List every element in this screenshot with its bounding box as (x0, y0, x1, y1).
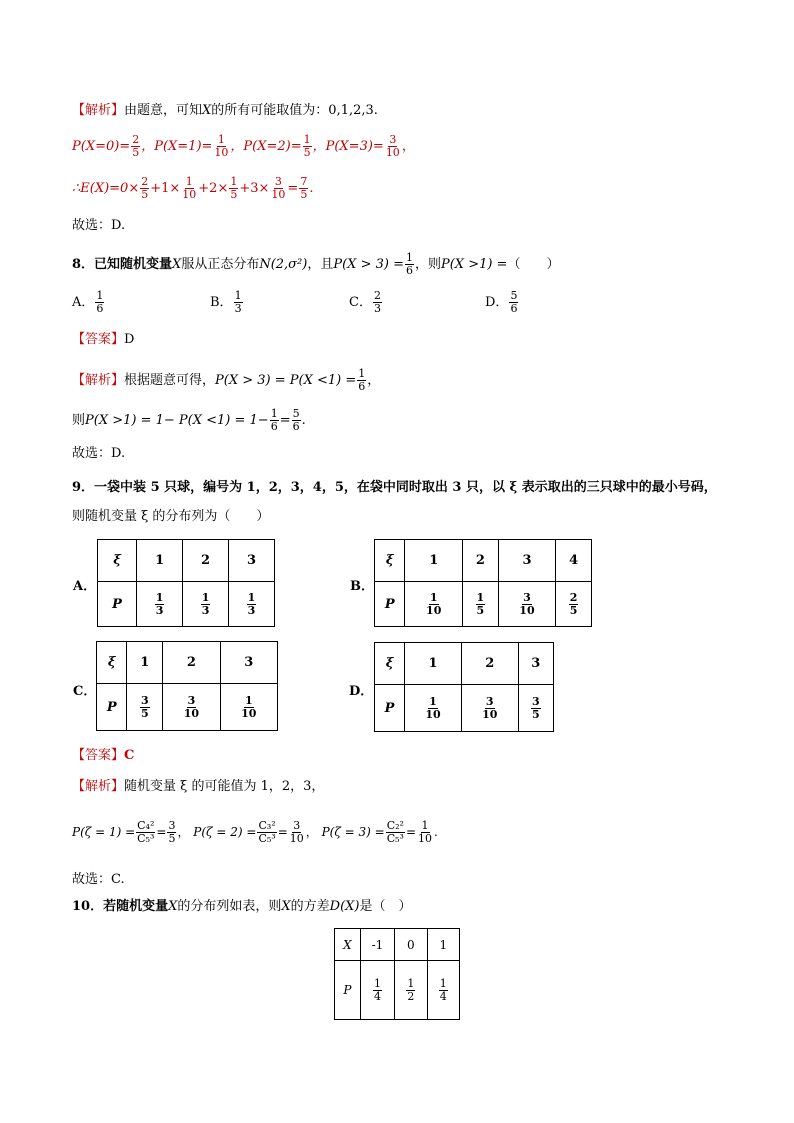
q7-probabilities: P(X=0)= $\frac{2}{5}$ ，P(X=1)= $\frac{1}{10}$ ，P(X=2)= $\frac{1}{5}$ ，P(X=3)= $\frac{3}{10}$ ， (72, 133, 415, 159)
q9-option-b-label: B． (350, 579, 374, 594)
q10-stem: 10．若随机变量X的分布列如表，则X的方差D(X)是（ ） (72, 899, 412, 914)
q9-table-b[interactable]: ξ 1 2 3 4 P $\frac{1}{10}$ $\frac{1}{5}$ $\frac{3}{10}$ $\frac{2}{5}$ (374, 539, 592, 627)
q9-option-d-label: D． (349, 684, 374, 699)
q9-formulas: P(ζ = 1) = $\frac{\text{C₄²}}{\text{C₅³}}$ = $\frac{3}{5}$ ， P(ζ = 2) = $\frac{\text{C₃²}}{\text{C₅³}}$ = $\frac{3}{10}$ ， P(ζ = 3) = $\frac{\text{C₂²}}{\text{C₅³}}$ = $\frac{1}{10}$ . (72, 819, 438, 845)
q9-stem-1: 9．一袋中装 5 只球，编号为 1，2，3，4，5，在袋中同时取出 3 只，以 ξ 表示取出的三只球中的最小号码， (72, 480, 717, 495)
q8-option-d[interactable]: D． $\frac{5}{6}$ (485, 289, 518, 315)
analysis-tag: 【解析】 (72, 103, 125, 118)
q9-table-d[interactable]: ξ 1 2 3 P $\frac{1}{10}$ $\frac{3}{10}$ $\frac{3}{5}$ (374, 642, 554, 732)
q10-table: X -1 0 1 P $\frac{1}{4}$ $\frac{1}{2}$ $\frac{1}{4}$ (334, 928, 460, 1020)
q8-option-b[interactable]: B． $\frac{1}{3}$ (210, 289, 242, 315)
q8-choose: 故选：D. (72, 446, 126, 461)
q7-analysis-line: 【解析】由题意，可知X的所有可能取值为：0,1,2,3. (72, 103, 378, 118)
q8-analysis: 【解析】根据题意可得，P(X > 3) = P(X <1) = $\frac{1}{6}$ ， (72, 367, 381, 393)
q9-stem-2: 则随机变量 ξ 的分布列为（ ） (72, 509, 270, 524)
q8-analysis-2: 则P(X >1) = 1− P(X <1) = 1− $\frac{1}{6}$ = $\frac{5}{6}$ . (72, 407, 306, 433)
q8-stem: 8．已知随机变量X服从正态分布N(2,σ²)，且P(X > 3) = $\frac{1}{6}$ ，则P(X >1) =（ ） (72, 251, 560, 277)
q9-table-a[interactable]: ξ 1 2 3 P $\frac{1}{3}$ $\frac{1}{3}$ $\frac{1}{3}$ (97, 539, 275, 627)
q9-answer: 【答案】C (72, 748, 135, 763)
q8-option-a[interactable]: A． $\frac{1}{6}$ (72, 289, 104, 315)
q9-analysis: 【解析】随机变量 ξ 的可能值为 1，2，3， (72, 779, 325, 794)
q9-table-c[interactable]: ξ 1 2 3 P $\frac{3}{5}$ $\frac{3}{10}$ $\frac{1}{10}$ (96, 641, 278, 731)
q8-answer: 【答案】D (72, 332, 135, 347)
q7-expectation: ∴E(X)=0× $\frac{2}{5}$ +1× $\frac{1}{10}$ +2× $\frac{1}{5}$ +3× $\frac{3}{10}$ = $\frac{7}{5}$ . (72, 175, 314, 201)
q7-choose: 故选：D. (72, 218, 126, 233)
q9-option-c-label: C． (73, 684, 97, 699)
q8-option-c[interactable]: C． $\frac{2}{3}$ (349, 289, 381, 315)
q9-option-a-label: A． (73, 579, 97, 594)
q9-choose: 故选：C. (72, 872, 125, 887)
